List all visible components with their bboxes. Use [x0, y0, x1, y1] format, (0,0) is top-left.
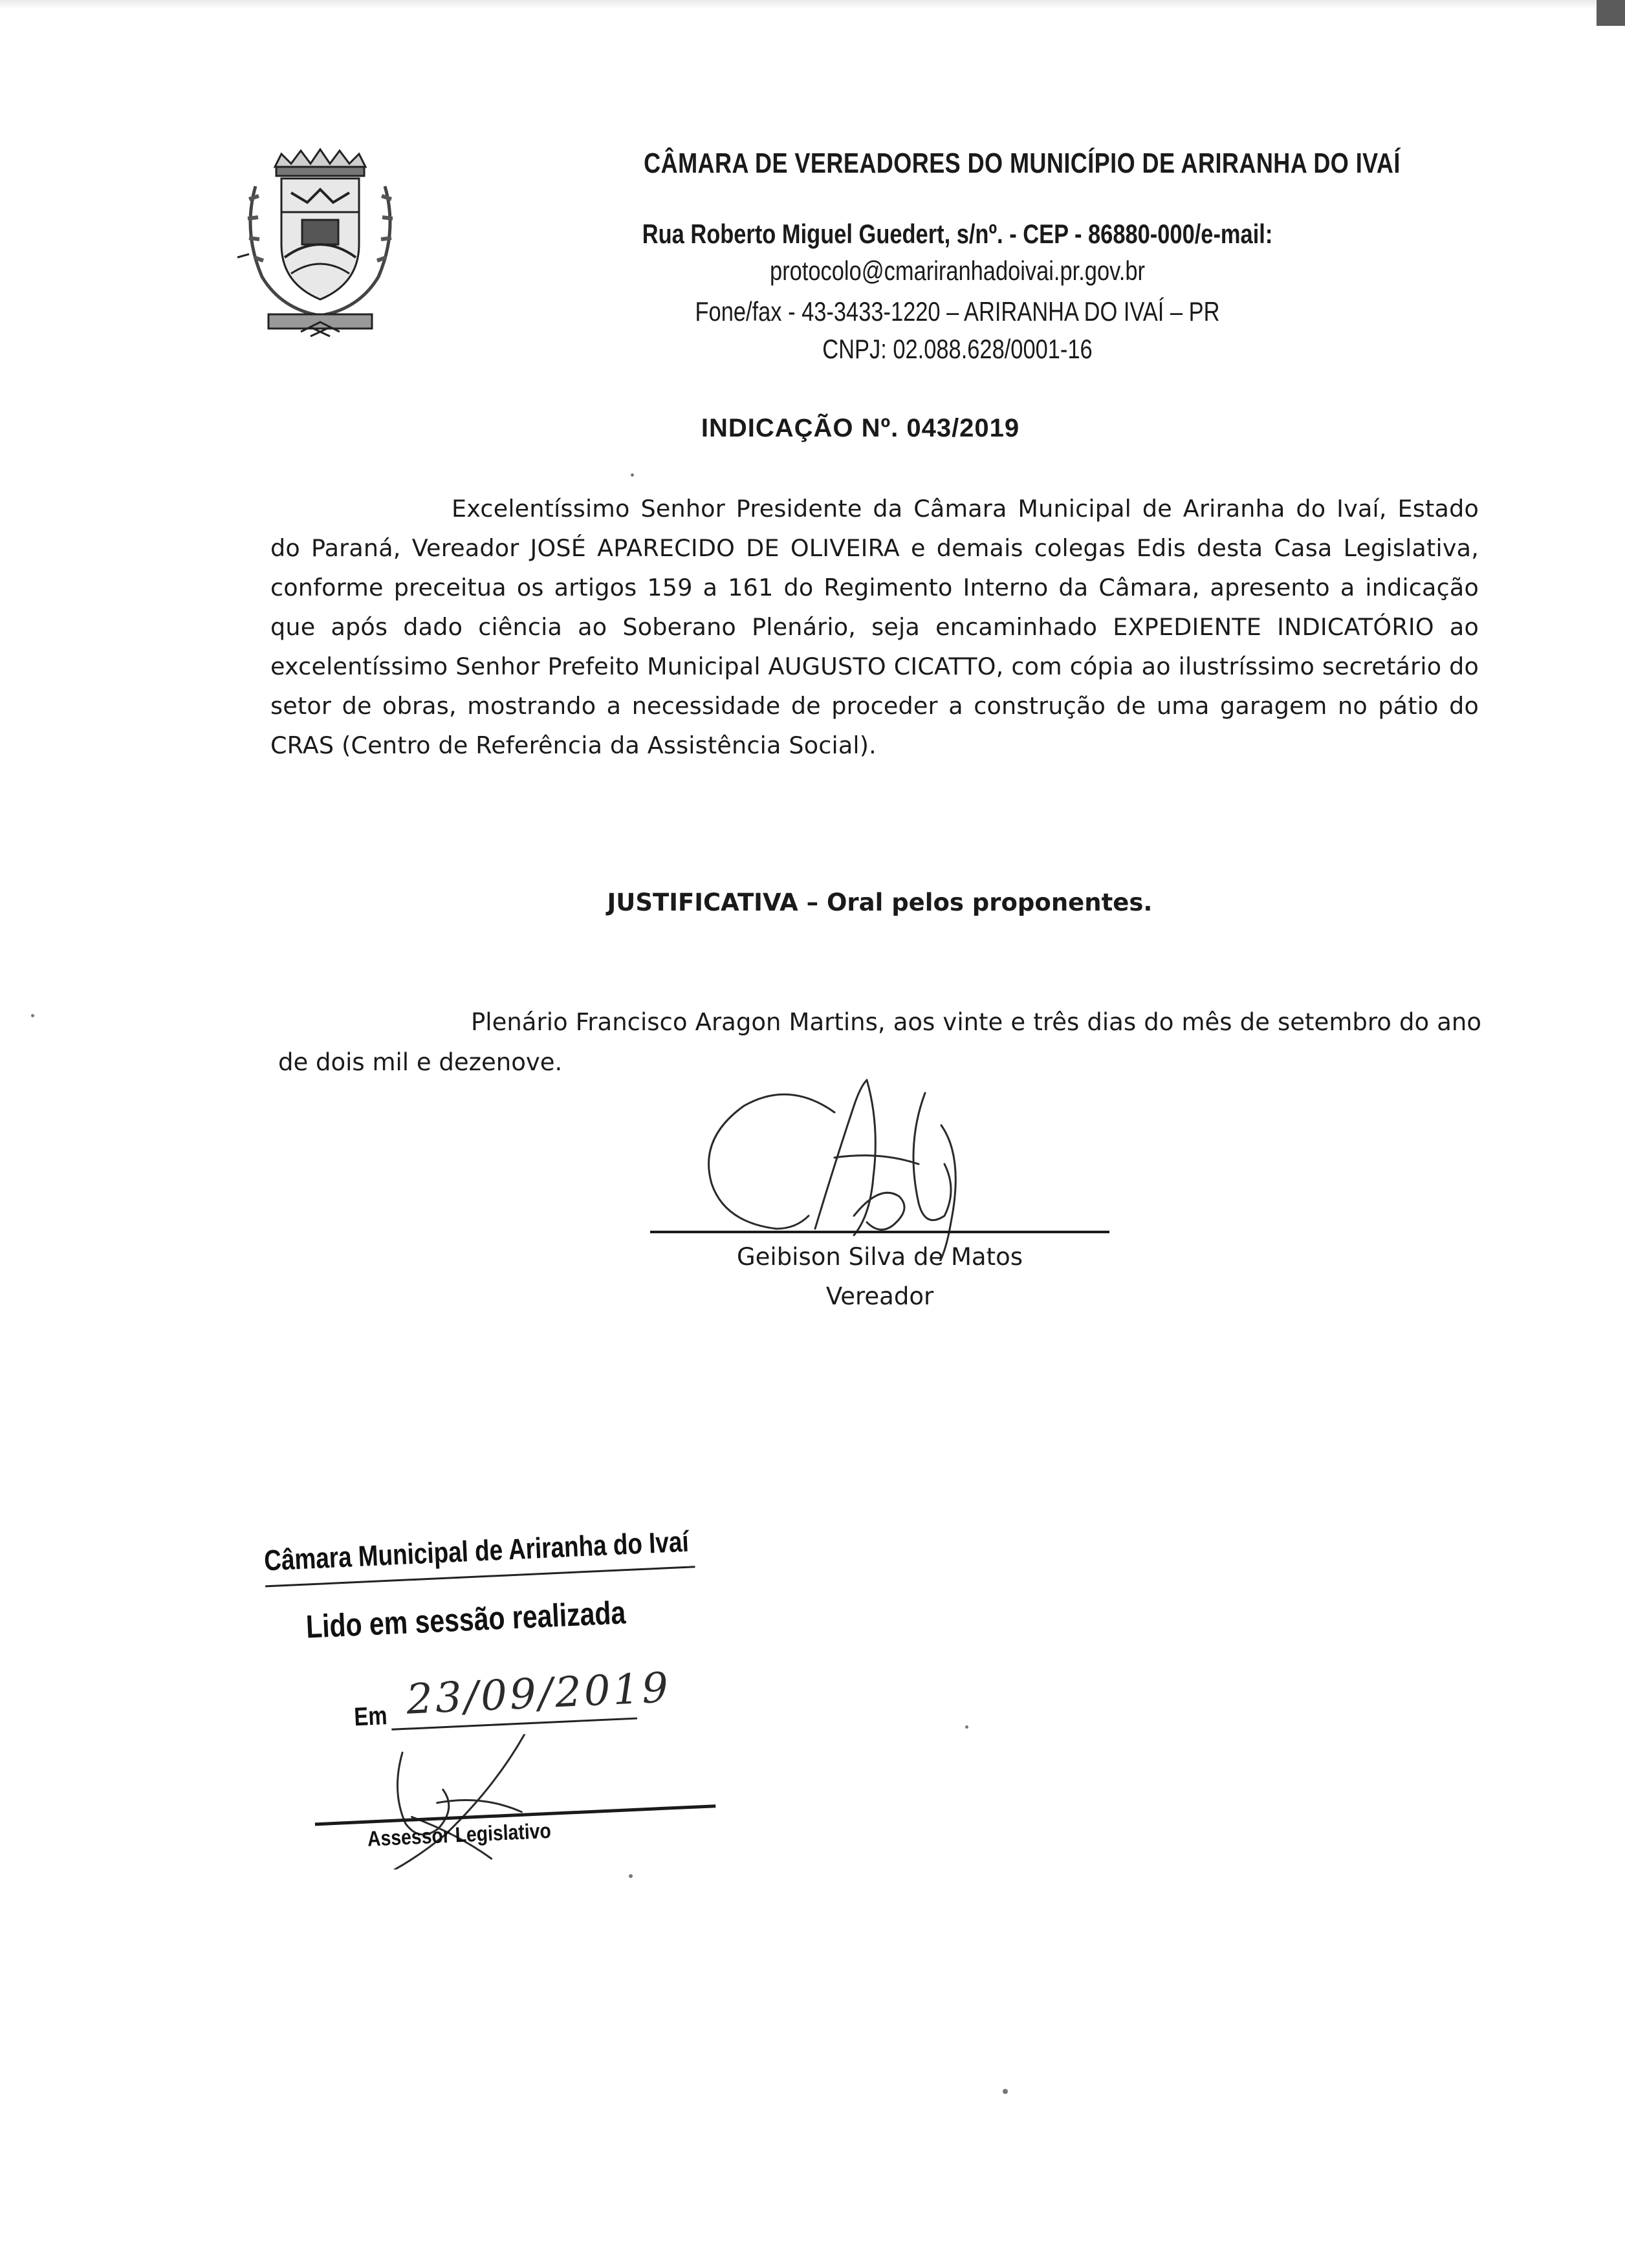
- stamp-title: Câmara Municipal de Ariranha do Ivaí: [263, 1524, 690, 1577]
- document-title: INDICAÇÃO Nº. 043/2019: [701, 414, 1020, 442]
- body-paragraph: Excelentíssimo Senhor Presidente da Câmara Municipal de Ariranha do Ivaí, Estado do Paraná, Vereador JOSÉ APARECIDO DE OLIVEIRA e demais colegas Edis desta Casa Legislativa, conforme preceitua os artigos 159 a 161 do Regimento Interno da Câmara, apresento a indicação que após dado ciência ao Soberano Plenário, seja encaminhado EXPEDIENTE INDICATÓRIO ao excelentíssimo Senhor Prefeito Municipal AUGUSTO CICATTO, com cópia ao ilustríssimo secretário do setor de obras, mostrando a necessidade de proceder a construção de uma garagem no pátio do CRAS (Centro de Referência da Assistência Social).: [270, 495, 1479, 759]
- stamp-read-text: Lido em sessão realizada: [305, 1594, 627, 1645]
- justification-line: JUSTIFICATIVA – Oral pelos proponentes.: [607, 889, 1153, 916]
- scan-speck: [1003, 2089, 1008, 2094]
- address-line: Rua Roberto Miguel Guedert, s/nº. - CEP - 86880-000/e-mail:: [642, 219, 1273, 249]
- scan-speck: [965, 1725, 968, 1729]
- chamber-name: CÂMARA DE VEREADORES DO MUNICÍPIO DE ARIRANHA DO IVAÍ: [644, 147, 1401, 179]
- page-top-edge: [0, 0, 1625, 9]
- stamp-handwritten-date: 23/09/2019: [405, 1664, 672, 1724]
- cnpj-line: CNPJ: 02.088.628/0001-16: [822, 334, 1093, 364]
- stamp-date-prefix: Em: [353, 1701, 388, 1732]
- email-line[interactable]: protocolo@cmariranhadoivai.pr.gov.br: [770, 255, 1145, 286]
- phone-line: Fone/fax - 43-3433-1220 – ARIRANHA DO IVAÍ – PR: [695, 296, 1220, 327]
- scan-corner-shadow: [1597, 0, 1625, 26]
- reading-stamp: [256, 1491, 763, 1875]
- signature-line: [650, 1231, 1109, 1233]
- closing-paragraph: Plenário Francisco Aragon Martins, aos vinte e três dias do mês de setembro do ano de dois mil e dezenove.: [278, 1008, 1481, 1076]
- signatory-name: Geibison Silva de Matos: [736, 1243, 1023, 1271]
- scan-speck: [31, 1014, 34, 1017]
- stamp-role: Assessor Legislativo: [367, 1818, 552, 1851]
- scan-speck: [631, 473, 634, 477]
- scan-speck: [629, 1874, 633, 1878]
- signatory-role: Vereador: [825, 1282, 934, 1310]
